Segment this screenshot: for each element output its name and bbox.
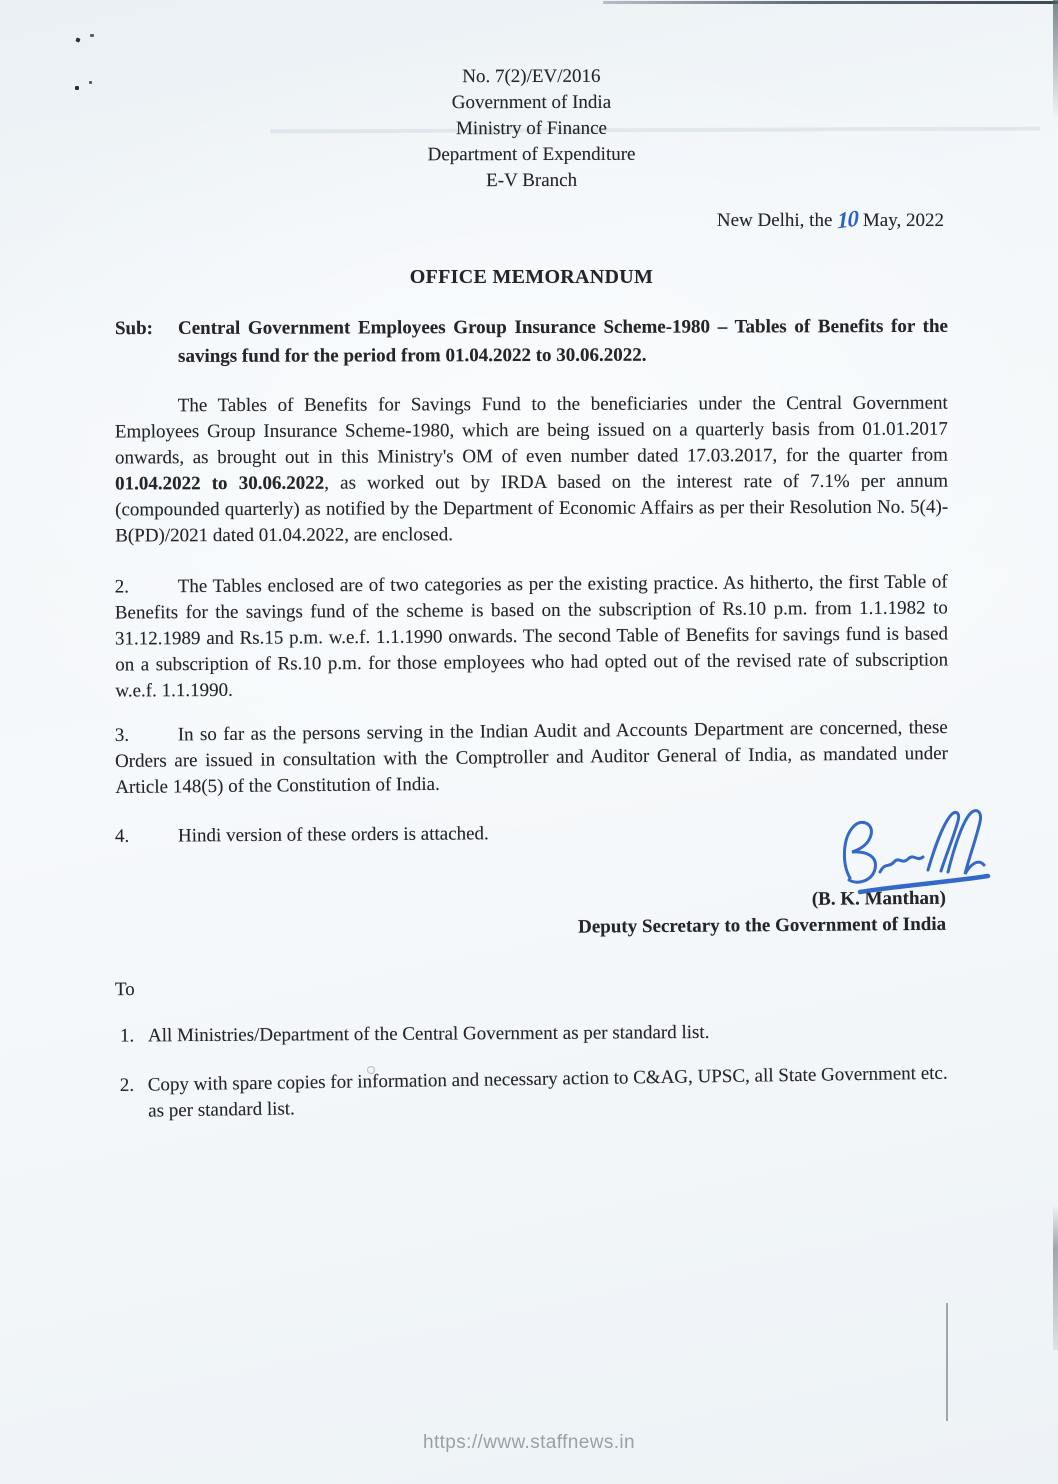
- paragraph-3: [115, 715, 949, 801]
- para-text: In so far as the persons serving in the Indian Audit and Accounts Department are concerned, these Orders are issued in consultation with the Comptroller and Auditor General of India, as mandated under Article 148(5) of the Constitution of India.: [114, 717, 949, 798]
- item-text: Copy with spare copies for information and necessary action to C&AG, UPSC, all State Government etc. as per standard list.: [147, 1062, 948, 1122]
- distribution-list: [115, 1021, 948, 1125]
- distribution-item-1: [120, 1018, 948, 1049]
- para-number: 3.: [114, 724, 130, 746]
- para-number: 4.: [114, 825, 130, 847]
- org-line-department: Department of Expenditure: [427, 143, 636, 166]
- org-line-branch: E-V Branch: [486, 169, 578, 192]
- handwritten-day: 10: [837, 205, 859, 234]
- date-prefix: New Delhi, the: [716, 210, 838, 231]
- para-text: Hindi version of these orders is attached.: [177, 823, 489, 847]
- date-suffix: May, 2022: [858, 210, 944, 231]
- para-text: The Tables of Benefits for Savings Fund to the beneficiaries under the Central Government Employees Group Insurance Scheme-1980, which are being issued on a quarterly basis from 01.01.2017 onwards, as brought out in this Ministry's OM of even number dated 17.03.2017, for the quarter from 01.04.2022 to 30.06.2022, as worked out by IRDA based on the interest rate of 7.1% per annum (compounded quarterly) as notified by the Department of Economic Affairs as per their Resolution No. 5(4)-B(PD)/2021 dated 01.04.2022, are enclosed.: [114, 392, 949, 547]
- item-text: All Ministries/Department of the Central Government as per standard list.: [147, 1021, 710, 1047]
- place-date-line: [115, 205, 948, 234]
- para-number: 2.: [114, 576, 130, 598]
- item-number: 2.: [119, 1074, 135, 1097]
- subject-block: [115, 313, 948, 371]
- signatory-name: (B. K. Manthan): [811, 887, 946, 910]
- para-text: The Tables enclosed are of two categories as per the existing practice. As hitherto, the first Table of Benefits for the savings fund of the scheme is based on the subscription of Rs.10 p.m. from 1.1.1982 to 31.12.1989 and Rs.15 p.m. w.e.f. 1.1.1990 onwards. The second Table of Benefits for savings fund is based on a subscription of Rs.10 p.m. for those employees who had opted out of the revised rate of subscription w.e.f. 1.1.1990.: [114, 571, 949, 702]
- signatory-block: [115, 886, 948, 945]
- subject-text: Central Government Employees Group Insurance Scheme-1980 – Tables of Benefits for the savings fund for the period from 01.04.2022 to 30.06.2022.: [177, 315, 948, 367]
- item-number: 1.: [119, 1025, 135, 1047]
- reference-number: No. 7(2)/EV/2016: [462, 65, 601, 88]
- org-line-government: Government of India: [451, 91, 612, 114]
- paragraph-2: [115, 569, 949, 704]
- letterhead: [115, 63, 948, 195]
- signatory-designation: Deputy Secretary to the Government of India: [578, 913, 947, 938]
- signature-scribble-icon: [828, 808, 1010, 914]
- org-line-ministry: Ministry of Finance: [456, 117, 607, 140]
- subject-label: Sub:: [114, 317, 154, 340]
- memo-title: OFFICE MEMORANDUM: [409, 266, 654, 288]
- paragraph-1: [115, 391, 949, 550]
- distribution-item-2: [120, 1061, 949, 1125]
- paragraph-4: [115, 818, 948, 850]
- to-label: To: [114, 979, 135, 1001]
- footer-watermark-url: https://www.staffnews.in: [422, 1432, 635, 1453]
